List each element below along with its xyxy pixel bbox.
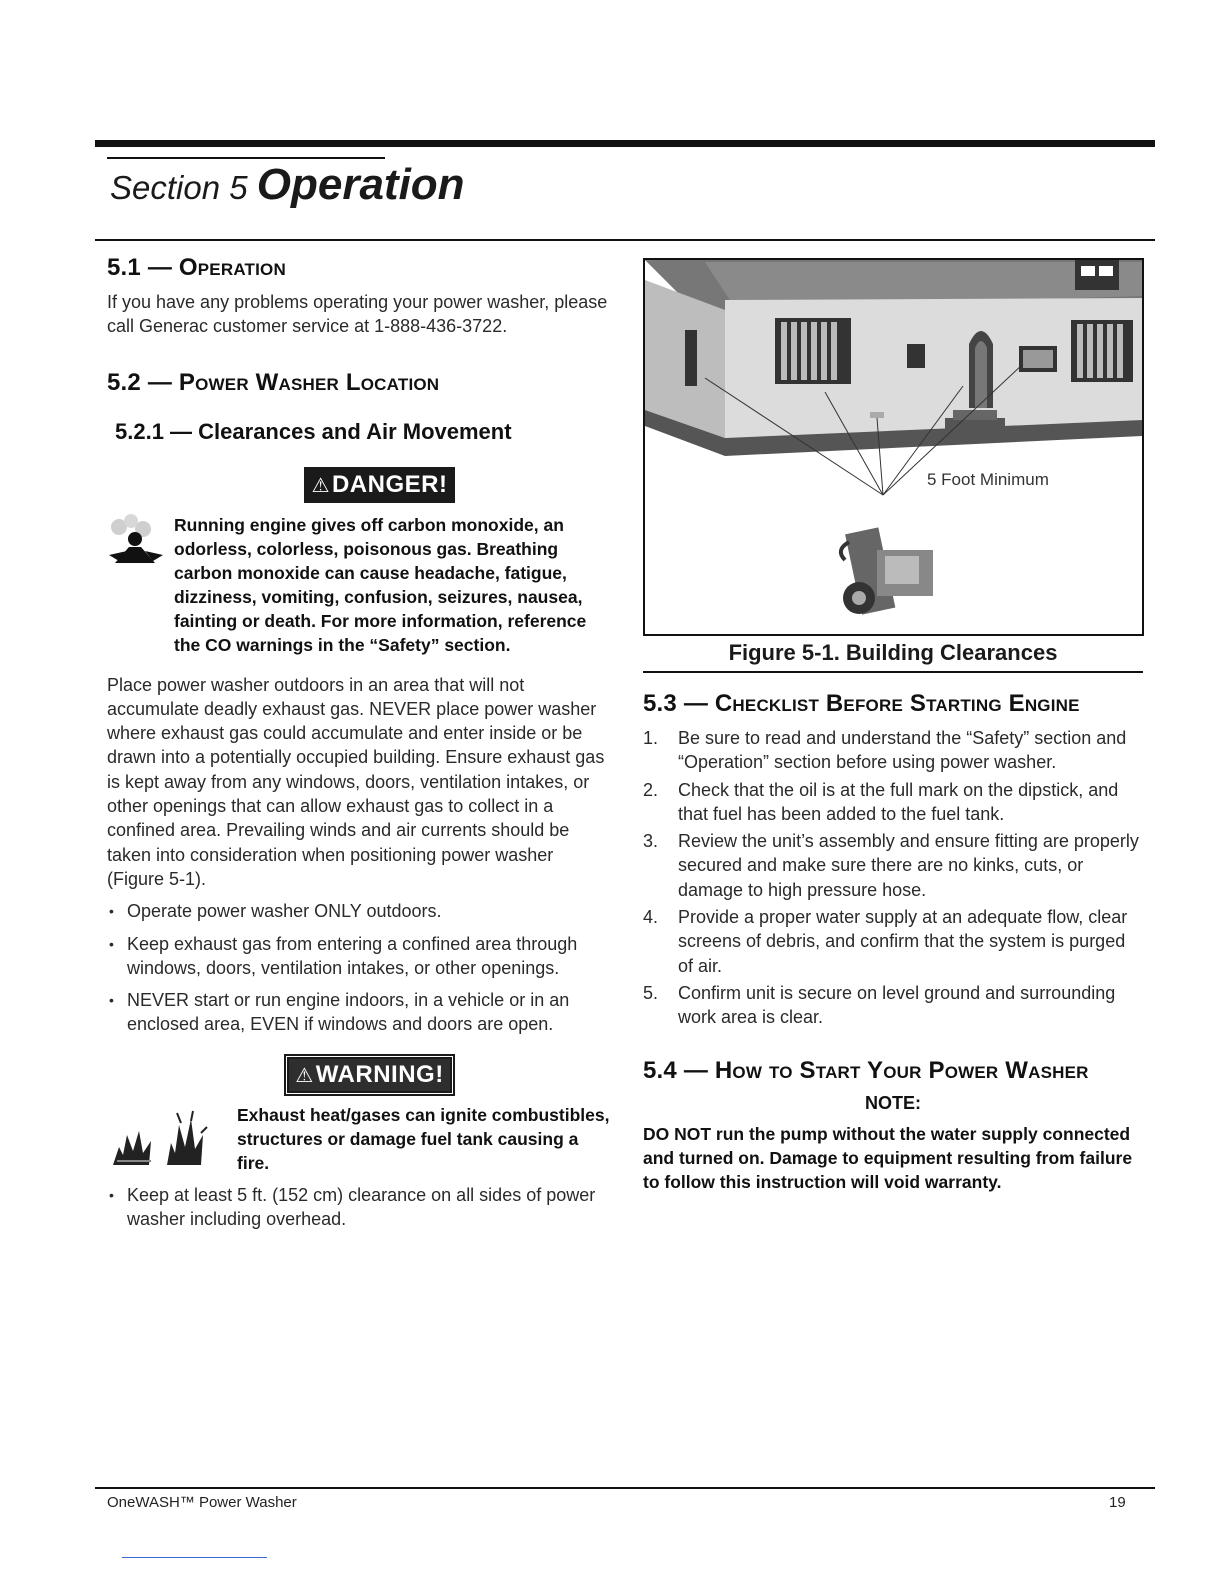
checklist xyxy=(643,726,1143,1030)
section-name: Operation xyxy=(256,160,465,209)
section-title xyxy=(110,160,465,210)
warning-block xyxy=(107,1103,612,1175)
footer-blue-rule xyxy=(122,1557,267,1558)
figure-annotation: 5 Foot Minimum xyxy=(927,470,1049,489)
header-short-rule xyxy=(107,157,385,159)
danger-text: Running engine gives off carbon monoxide, an odorless, colorless, poisonous gas. Breathing carbon monoxide can cause headache, fatigue, dizziness, vomiting, confusion, seizures, nausea, fainting or death. For more information, reference the CO warnings in the “Safety” section. xyxy=(174,514,587,655)
fire-icon xyxy=(107,1107,227,1169)
footer-rule xyxy=(95,1487,1155,1489)
location-bullets xyxy=(107,899,612,1036)
step-number: 3. xyxy=(643,831,659,852)
figure-caption: Figure 5-1. Building Clearances xyxy=(728,640,1058,665)
step-text: Review the unit’s assembly and ensure fitting are properly secured and make sure there are no kinks, cuts, or damage to high pressure hose. xyxy=(678,831,1139,900)
bullet-item: • Keep at least 5 ft. (152 cm) clearance on all sides of power washer including overhead. xyxy=(107,1183,612,1232)
checklist-item xyxy=(643,829,1143,902)
heading-5-1: 5.1 — Operation xyxy=(107,254,286,281)
bullet-item: • NEVER start or run engine indoors, in a vehicle or in an enclosed area, EVEN if windows and doors are open. xyxy=(107,988,612,1037)
step-text: Be sure to read and understand the “Safety” section and “Operation” section before using power washer. xyxy=(678,728,1127,773)
danger-label: DANGER! xyxy=(331,470,448,498)
operation-body: If you have any problems operating your power washer, please call Generac customer service at 1-888-436-3722. xyxy=(107,292,608,337)
step-number: 1. xyxy=(643,728,659,748)
left-column xyxy=(107,252,612,1231)
bullet-item: • Operate power washer ONLY outdoors. xyxy=(107,899,612,923)
heading-5-3: 5.3 — Checklist Before Starting Engine xyxy=(643,690,1080,717)
bullet-item: • Keep exhaust gas from entering a confined area through windows, doors, ventilation intakes, or other openings. xyxy=(107,932,612,981)
note-label: NOTE: xyxy=(865,1092,921,1113)
heading-5-2: 5.2 — Power Washer Location xyxy=(107,368,440,396)
step-number: 5. xyxy=(643,982,659,1003)
step-text: Provide a proper water supply at an adequate flow, clear screens of debris, and confirm that the system is purged of air. xyxy=(678,907,1128,976)
checklist-item xyxy=(643,905,1143,978)
toxic-gas-icon xyxy=(107,513,165,571)
step-text: Check that the oil is at the full mark on the dipstick, and that fuel has been added to the fuel tank. xyxy=(678,779,1119,824)
building-clearance-figure xyxy=(643,258,1144,636)
header-rule xyxy=(95,140,1155,147)
right-column xyxy=(643,689,1143,1194)
warning-text: Exhaust heat/gases can ignite combustibles, structures or damage fuel tank causing a fire. xyxy=(237,1104,610,1173)
warning-badge xyxy=(287,1057,451,1093)
warning-label: WARNING! xyxy=(315,1060,444,1088)
warning-triangle-icon: ⚠ xyxy=(311,474,330,497)
clearance-bullets xyxy=(107,1183,612,1232)
danger-badge xyxy=(304,467,456,503)
step-number: 4. xyxy=(643,907,659,928)
checklist-item xyxy=(643,981,1143,1030)
title-underline xyxy=(95,239,1155,241)
checklist-item xyxy=(643,778,1143,827)
page-number: 19 xyxy=(1109,1494,1126,1511)
location-body: Place power washer outdoors in an area that will not accumulate deadly exhaust gas. NEVER place power washer where exhaust gas could accumulate and enter inside or be drawn into a potentially occupied building. Ensure exhaust gas is kept away from any windows, doors, ventilation intakes, or other openings that can allow exhaust gas to collect in a confined area. Prevailing winds and air currents should be taken into consideration when positioning power washer (Figure 5-1). xyxy=(107,674,605,889)
danger-block xyxy=(107,513,612,657)
step-number: 2. xyxy=(643,779,659,800)
warning-triangle-icon: ⚠ xyxy=(295,1064,314,1087)
section-label: Section 5 xyxy=(110,169,248,206)
warning-banner xyxy=(107,1057,612,1093)
heading-5-2-1: 5.2.1 — Clearances and Air Movement xyxy=(115,418,512,444)
step-text: Confirm unit is secure on level ground and surrounding work area is clear. xyxy=(678,982,1116,1028)
heading-5-4: 5.4 — How to Start Your Power Washer xyxy=(643,1056,1089,1084)
building-clearance-illustration xyxy=(645,260,1142,634)
note-text: DO NOT run the pump without the water supply connected and turned on. Damage to equipment resulting from failure to follow this instruction will void warranty. xyxy=(643,1123,1133,1192)
figure-rule xyxy=(643,671,1143,673)
danger-banner xyxy=(107,467,612,503)
pressure-washer-illustration xyxy=(841,527,933,614)
footer-product: OneWASH™ Power Washer xyxy=(107,1494,297,1511)
checklist-item xyxy=(643,726,1143,775)
